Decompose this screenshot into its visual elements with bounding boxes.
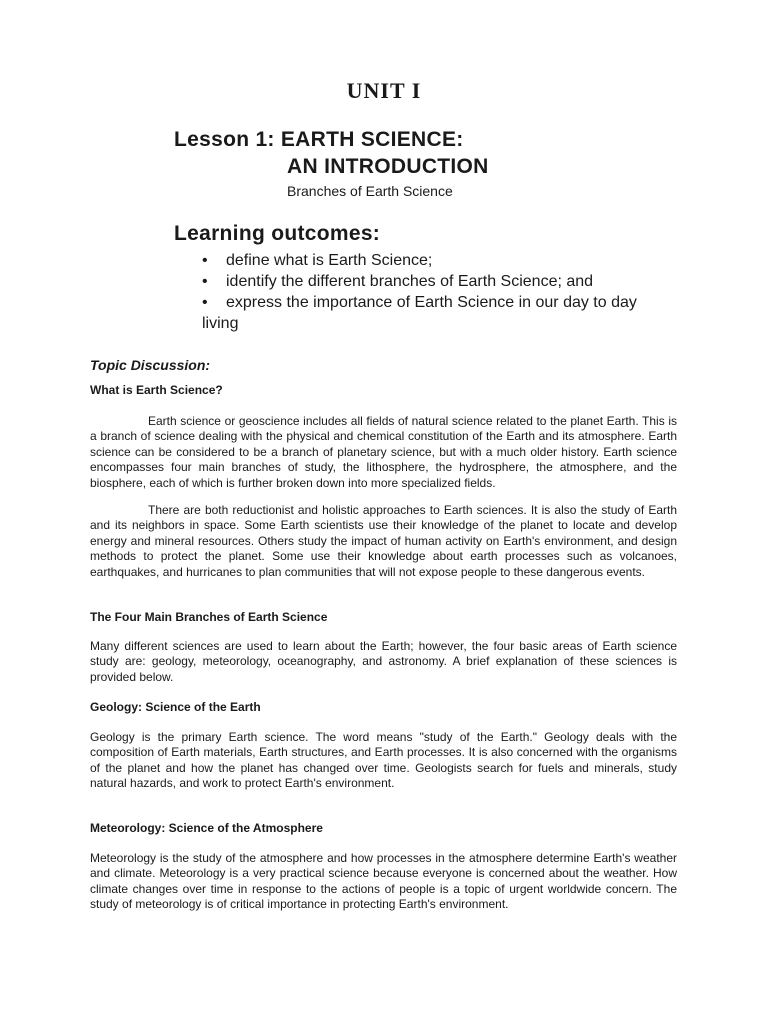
bullet-icon: • xyxy=(202,294,208,311)
lesson-title-line2: AN INTRODUCTION xyxy=(287,155,489,178)
geology-heading: Geology: Science of the Earth xyxy=(90,700,261,714)
outcome-text: identify the different branches of Earth Science; and xyxy=(226,273,594,290)
paragraph-geology: Geology is the primary Earth science. The word means "study of the Earth." Geology deals with the composition of Earth materials, Earth structures, and Earth processes. It is also concerned with the organisms of the planet and how the planet has changed over time. Geologists search for fuels and minerals, study natural hazards, and work to protect Earth's environment. xyxy=(90,730,677,791)
paragraph-branches: Many different sciences are used to learn about the Earth; however, the four basic areas of Earth science study are: geology, meteorology, oceanography, and astronomy. A brief explanation of these sciences is provided below. xyxy=(90,639,677,684)
meteorology-heading: Meteorology: Science of the Atmosphere xyxy=(90,821,323,835)
four-branches-heading: The Four Main Branches of Earth Science xyxy=(90,610,328,624)
learning-outcomes-list xyxy=(202,250,672,334)
list-item xyxy=(202,292,672,334)
what-is-earth-science-heading: What is Earth Science? xyxy=(90,383,223,397)
learning-outcomes-heading: Learning outcomes: xyxy=(174,222,381,245)
topic-discussion-heading: Topic Discussion: xyxy=(90,357,211,373)
paragraph-meteorology: Meteorology is the study of the atmosphere and how processes in the atmosphere determine Earth's weather and climate. Meteorology is a very practical science because everyone is concerned about the weather. How climate changes over time in response to the actions of people is a topic of urgent worldwide concern. The study of meteorology is of critical importance in protecting Earth's environment. xyxy=(90,851,677,912)
paragraph-definition: Earth science or geoscience includes all fields of natural science related to the planet Earth. This is a branch of science dealing with the physical and chemical constitution of the Earth and its atmosphere. Earth science can be considered to be a branch of planetary science, but with a much older history. Earth science encompasses four main branches of study, the lithosphere, the hydrosphere, the atmosphere, and the biosphere, each of which is further broken down into more specialized fields. xyxy=(90,414,677,490)
paragraph-approaches: There are both reductionist and holistic approaches to Earth sciences. It is also the study of Earth and its neighbors in space. Some Earth scientists use their knowledge of the planet to locate and develop energy and mineral resources. Others study the impact of human activity on Earth's environment, and design methods to protect the planet. Some use their knowledge about earth processes such as volcanoes, earthquakes, and hurricanes to plan communities that will not expose people to these dangerous events. xyxy=(90,503,677,579)
outcome-text: define what is Earth Science; xyxy=(226,252,433,269)
lesson-subtitle: Branches of Earth Science xyxy=(287,183,453,199)
list-item xyxy=(202,271,672,292)
lesson-title-line1: Lesson 1: EARTH SCIENCE: xyxy=(174,128,464,151)
bullet-icon: • xyxy=(202,252,208,269)
list-item xyxy=(202,250,672,271)
outcome-text: express the importance of Earth Science in our day to day living xyxy=(202,294,637,332)
unit-title: UNIT I xyxy=(346,78,422,103)
bullet-icon: • xyxy=(202,273,208,290)
